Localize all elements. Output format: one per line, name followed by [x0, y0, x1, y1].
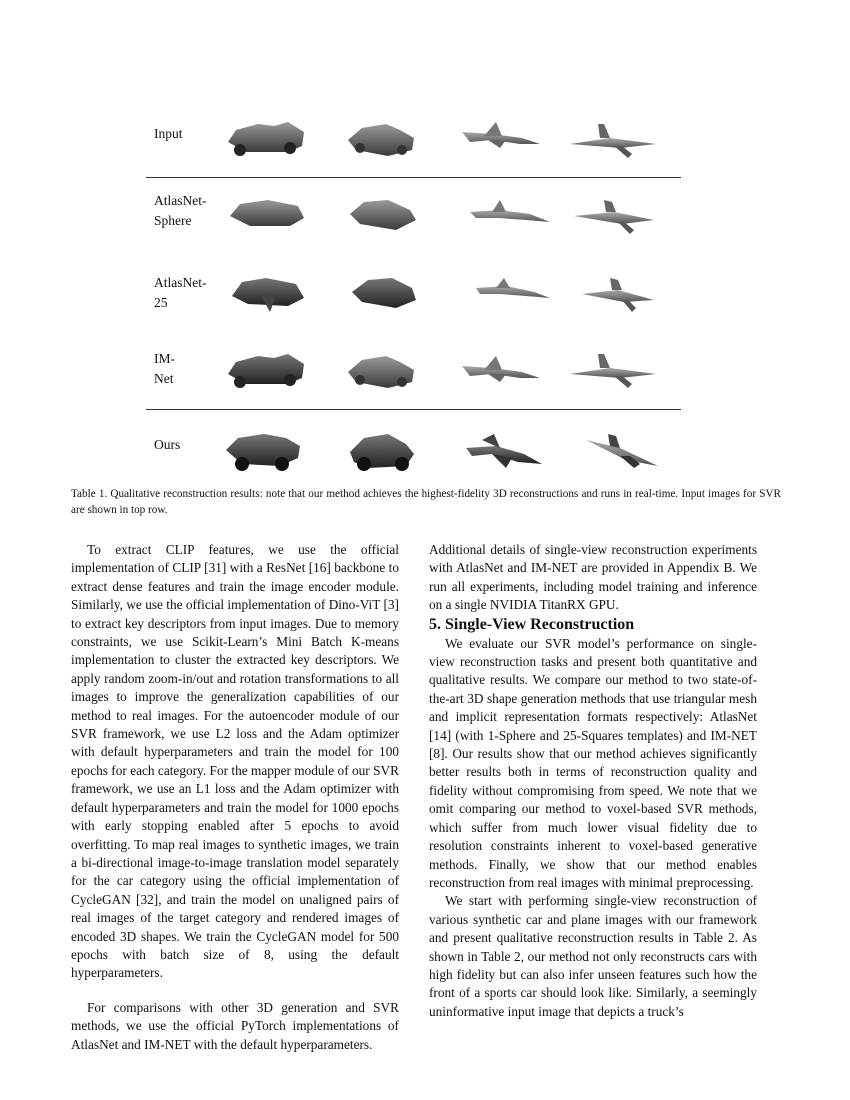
results-figure: [0, 0, 850, 480]
right-column: [429, 541, 757, 1021]
ours-plane-1: [466, 434, 542, 468]
atlasnet-25-car-1: [232, 278, 304, 312]
section-heading: 5. Single-View Reconstruction: [429, 615, 635, 633]
paragraph-evaluation: We evaluate our SVR model’s performance on single-view reconstruction tasks and present both quantitative and qualitative results. We compare our method to two state-of-the-art 3D shape generation methods that use triangular mesh and implicit representation formats respectively: AtlasNet [14] (with 1-Sphere and 25-Squares templates) and IM-NET [8]. Our results show that our method achieves significantly better results both in terms of reconstruction quality and fidelity without compromising from speed. We note that we omit comparing our method to voxel-based SVR methods, which suffer from much lower visual fidelity due to resolution constraints inherent to voxel-based generative methods. Finally, we show that our method enables reconstruction from real images with minimal preprocessing.: [429, 635, 757, 890]
ours-car-2: [350, 434, 414, 471]
input-car-2: [348, 124, 414, 156]
im-net-plane-1: [462, 356, 540, 382]
input-plane-1: [462, 122, 540, 148]
paragraph-implementation: To extract CLIP features, we use the official implementation of CLIP [31] with a ResNet [16] backbone to extract dense features and train the image encoder module. Similarly, we use the official implementation of Dino-ViT [3] to extract key descriptors from input images. Due to memory constraints, we use Scikit-Learn’s Mini Batch K-means implementation to cluster the extracted key descriptors. We apply random zoom-in/out and rotation transformations to all images to improve the generalization capabilities of our method to real images. For the autoencoder module of our SVR framework, we use L2 loss and the Adam optimizer with default hyperparameters and train the model for 100 epochs for each category. For the mapper module of our SVR framework, we use an L1 loss and the Adam optimizer with default hyperparameters and train the model for 1000 epochs with early stopping enabled after 5 epochs to avoid overfitting. To map real images to synthetic images, we train a bi-directional image-to-image translation model separately for the car category using the official implementation of CycleGAN [32], and train the model on unaligned pairs of real images of the target category and rendered images of encoded 3D shapes. We train the CycleGAN model for 500 epochs with batch size of 8, using the default hyperparameters.: [71, 542, 399, 981]
row-label-atlasnet-25: AtlasNet- 25: [154, 275, 207, 310]
im-net-car-1: [228, 354, 304, 388]
paragraph-synthetic-results: We start with performing single-view reconstruction of various synthetic car and plane images with our framework and present qualitative reconstruction results in Table 2. As shown in Table 2, our method not only reconstructs cars with high fidelity but can also infer unseen features such how the front of a sports car should look like. Similarly, a seemingly uninformative input image that depicts a truck’s: [429, 893, 757, 1019]
atlasnet-25-plane-2: [582, 278, 654, 312]
divider-bottom: [146, 409, 681, 410]
atlasnet-sphere-car-1: [230, 200, 304, 226]
atlasnet-sphere-car-2: [350, 200, 416, 230]
row-label-ours: Ours: [154, 437, 181, 452]
atlasnet-25-plane-1: [476, 278, 550, 298]
im-net-car-2: [348, 356, 414, 388]
paragraph-comparisons: For comparisons with other 3D generation and SVR methods, we use the official PyTorch implementations of AtlasNet and IM-NET with the default hyperparameters.: [71, 999, 399, 1052]
row-label-im-net: IM- Net: [154, 351, 175, 386]
atlasnet-sphere-plane-1: [470, 200, 550, 222]
input-car-1: [228, 122, 304, 156]
divider-top: [146, 177, 681, 178]
atlasnet-25-car-2: [352, 278, 416, 308]
atlasnet-sphere-plane-2: [574, 200, 654, 234]
input-plane-2: [570, 124, 656, 158]
row-label-atlasnet-sphere: AtlasNet- Sphere: [154, 193, 207, 228]
figure-canvas: [0, 0, 850, 480]
ours-car-1: [226, 434, 300, 471]
ours-plane-2: [586, 434, 658, 468]
left-column: [71, 541, 399, 1054]
row-label-input: Input: [154, 126, 183, 141]
table-caption: Table 1. Qualitative reconstruction results: note that our method achieves the highest-fidelity 3D reconstructions and runs in real-time. Input images for SVR are shown in top row.: [71, 488, 781, 516]
paragraph-additional-details: Additional details of single-view reconstruction experiments with AtlasNet and IM-NET are provided in Appendix B. We run all experiments, including model training and inference on a single NVIDIA TitanRX GPU.: [429, 542, 757, 613]
im-net-plane-2: [570, 354, 656, 388]
